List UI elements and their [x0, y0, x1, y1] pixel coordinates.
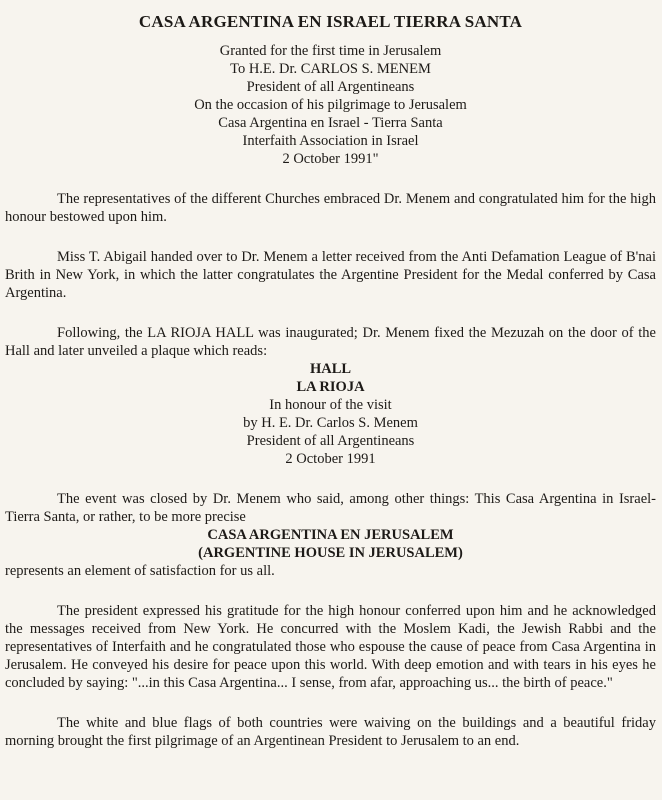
paragraph-hall: Following, the LA RIOJA HALL was inaugurated; Dr. Menem fixed the Mezuzah on the door of the Hall and later unveiled a plaque which reads: — [5, 325, 656, 359]
paragraph-closing-end: represents an element of satisfaction for us all. — [5, 563, 275, 579]
inscription-line: To H.E. Dr. CARLOS S. MENEM — [230, 61, 431, 77]
plaque-line: HALL — [309, 361, 352, 377]
document-title: CASA ARGENTINA EN ISRAEL TIERRA SANTA — [138, 12, 523, 31]
inscription-line: On the occasion of his pilgrimage to Jerusalem — [194, 97, 467, 113]
casa-heading-line: (ARGENTINE HOUSE IN JERUSALEM) — [198, 545, 463, 561]
plaque-line: 2 October 1991 — [285, 451, 376, 467]
paragraph-letter: Miss T. Abigail handed over to Dr. Menem a letter received from the Anti Defamation League of B'nai Brith in New York, in which the latter congratulates the Argentine President for the Medal conferred by Casa Argentina. — [5, 249, 656, 301]
paragraph-closing: The event was closed by Dr. Menem who said, among other things: This Casa Argentina in Israel-Tierra Santa, or rather, to be more precise — [5, 491, 656, 525]
plaque-line: LA RIOJA — [296, 379, 365, 395]
plaque-line: President of all Argentineans — [246, 433, 415, 449]
inscription-line: Interfaith Association in Israel — [242, 133, 419, 149]
inscription-line: 2 October 1991" — [282, 151, 379, 167]
casa-heading-line: CASA ARGENTINA EN JERUSALEM — [207, 527, 454, 543]
casa-heading — [5, 526, 656, 562]
medal-inscription — [5, 42, 656, 168]
inscription-line: President of all Argentineans — [246, 79, 415, 95]
paragraph-flags: The white and blue flags of both countries were waiving on the buildings and a beautiful friday morning brought the first pilgrimage of an Argentinean President to Jerusalem to an end. — [5, 715, 656, 749]
paragraph-churches: The representatives of the different Churches embraced Dr. Menem and congratulated him for the high honour bestowed upon him. — [5, 191, 656, 225]
plaque-line: by H. E. Dr. Carlos S. Menem — [243, 415, 418, 431]
paragraph-gratitude: The president expressed his gratitude for the high honour conferred upon him and he acknowledged the messages received from New York. He concurred with the Moslem Kadi, the Jewish Rabbi and the representatives of Interfaith and he congratulated those who espouse the cause of peace from Casa Argentina in Jerusalem. He conveyed his desire for peace upon this world. With deep emotion and with tears in his eyes he concluded by saying: "...in this Casa Argentina... I sense, from afar, approaching us... the birth of peace." — [5, 603, 656, 691]
inscription-line: Granted for the first time in Jerusalem — [219, 43, 442, 59]
plaque-text — [5, 360, 656, 468]
plaque-line: In honour of the visit — [269, 397, 392, 413]
inscription-line: Casa Argentina en Israel - Tierra Santa — [218, 115, 443, 131]
